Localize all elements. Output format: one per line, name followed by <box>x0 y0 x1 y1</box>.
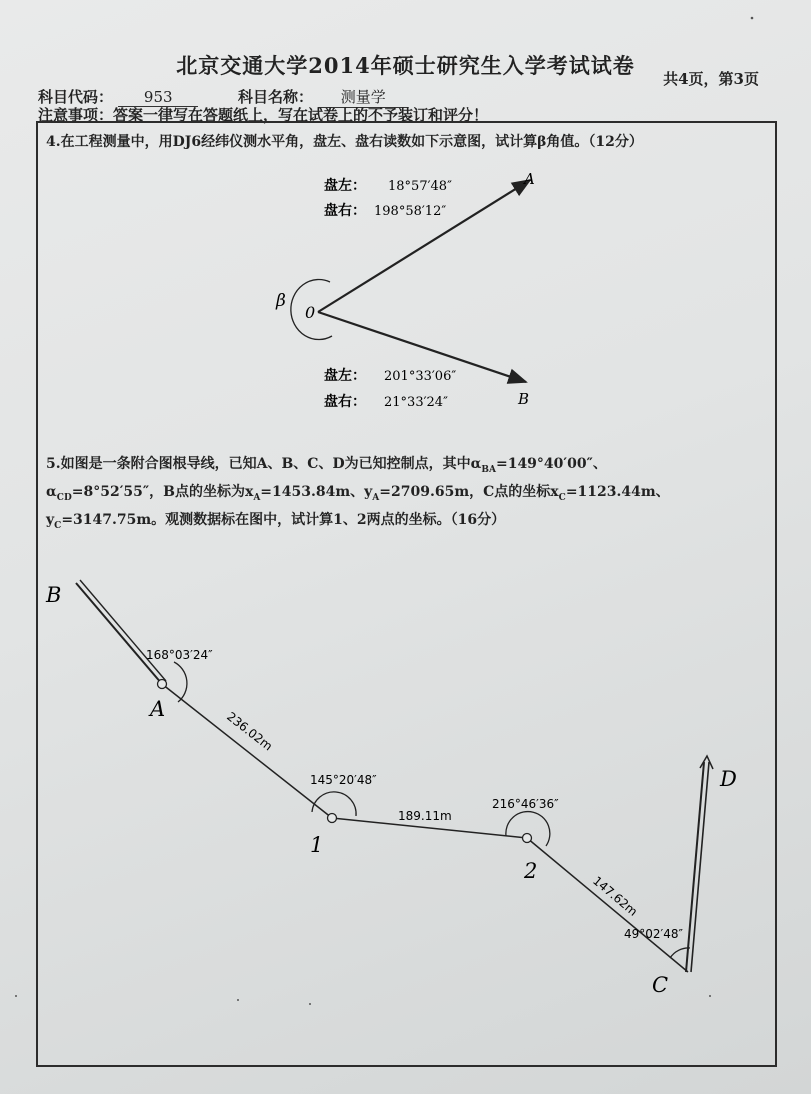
top-right-value: 198°58′12″ <box>374 204 447 219</box>
q5-line3-sub: C <box>54 520 62 531</box>
q5-line2-sub2: A <box>253 492 261 503</box>
q5-line2-tail3: =2709.65m，C点的坐标x <box>379 484 559 500</box>
top-left-label: 盘左： <box>324 178 366 194</box>
bottom-right-label: 盘右： <box>324 394 366 410</box>
subject-name-label: 科目名称： <box>238 88 314 106</box>
q5-traverse-figure <box>45 580 737 997</box>
point-a-label: A <box>524 170 535 188</box>
question-5-line2 <box>46 480 670 510</box>
label-d: D <box>720 767 737 791</box>
beta-label: β <box>276 291 286 311</box>
dist-12-value: 189.11m <box>398 809 452 823</box>
bottom-left-value: 201°33′06″ <box>384 369 457 384</box>
leg-a-1 <box>162 684 332 818</box>
q5-line1-text: 5.如图是一条附合图根导线，已知A、B、C、D为已知控制点，其中α <box>46 456 482 472</box>
q5-line1-tail: =149°40′00″、 <box>495 456 607 472</box>
subject-code-label: 科目代码： <box>38 88 114 106</box>
bottom-left-label: 盘左： <box>324 368 366 384</box>
label-c: C <box>652 973 669 997</box>
subject-name-value: 测量学 <box>318 86 408 108</box>
point-o-label: 0 <box>305 303 316 322</box>
dist-2c-value: 147.62m <box>590 873 641 919</box>
label-2: 2 <box>524 859 538 883</box>
subject-code-value: 953 <box>118 88 198 107</box>
exam-notice: 注意事项：答案一律写在答题纸上，写在试卷上的不予装订和评分！ <box>38 106 489 124</box>
q5-line2-sub3: A <box>372 492 380 503</box>
bottom-right-value: 21°33′24″ <box>384 395 448 410</box>
angle-a-value: 168°03′24″ <box>146 648 213 662</box>
q5-line3-tail: =3147.75m。观测数据标在图中，试计算1、2两点的坐标。（16分） <box>61 512 506 528</box>
label-a: A <box>150 697 166 721</box>
q5-line2-tail: =8°52′55″，B点的坐标为x <box>71 484 254 500</box>
line-ba-2 <box>80 580 166 681</box>
label-b: B <box>46 583 62 607</box>
label-1: 1 <box>310 833 324 857</box>
q5-line2-tail4: =1123.44m、 <box>565 484 670 500</box>
question-4-text: 4.在工程测量中，用DJ6经纬仪测水平角，盘左、盘右读数如下示意图，试计算β角值。（12分） <box>46 134 643 150</box>
arc-a <box>174 662 187 702</box>
q4-angle-figure <box>275 170 535 410</box>
station-2 <box>523 834 532 843</box>
q5-line2-sub: CD <box>56 492 72 503</box>
q5-line3-text: y <box>46 512 55 528</box>
q5-line2-sub4: C <box>558 492 566 503</box>
q5-line2-tail2: =1453.84m、y <box>260 484 373 500</box>
question-5-line1 <box>46 452 607 482</box>
dist-a1-value: 236.02m <box>224 709 276 754</box>
line-ba-1 <box>76 583 162 684</box>
page-count: 共4页，第3页 <box>663 70 759 88</box>
arrow-d <box>700 756 713 769</box>
q5-line2-text: α <box>46 484 57 500</box>
angle-c-value: 49°02′48″ <box>624 927 684 941</box>
point-b-label: B <box>518 390 530 408</box>
leg-2-c <box>527 838 688 972</box>
q5-line1-sub: BA <box>481 464 496 475</box>
station-a <box>158 680 167 689</box>
line-cd-1 <box>686 762 704 972</box>
exam-title: 北京交通大学2014年硕士研究生入学考试试卷 <box>176 53 635 78</box>
angle-2-value: 216°46′36″ <box>492 797 559 811</box>
arc-1 <box>312 792 356 816</box>
question-5-line3 <box>46 508 505 538</box>
ray-oa <box>318 180 530 312</box>
angle-1-value: 145°20′48″ <box>310 773 377 787</box>
top-left-value: 18°57′48″ <box>388 179 452 194</box>
line-cd-2 <box>691 762 709 972</box>
top-right-label: 盘右： <box>324 203 366 219</box>
station-1 <box>328 814 337 823</box>
